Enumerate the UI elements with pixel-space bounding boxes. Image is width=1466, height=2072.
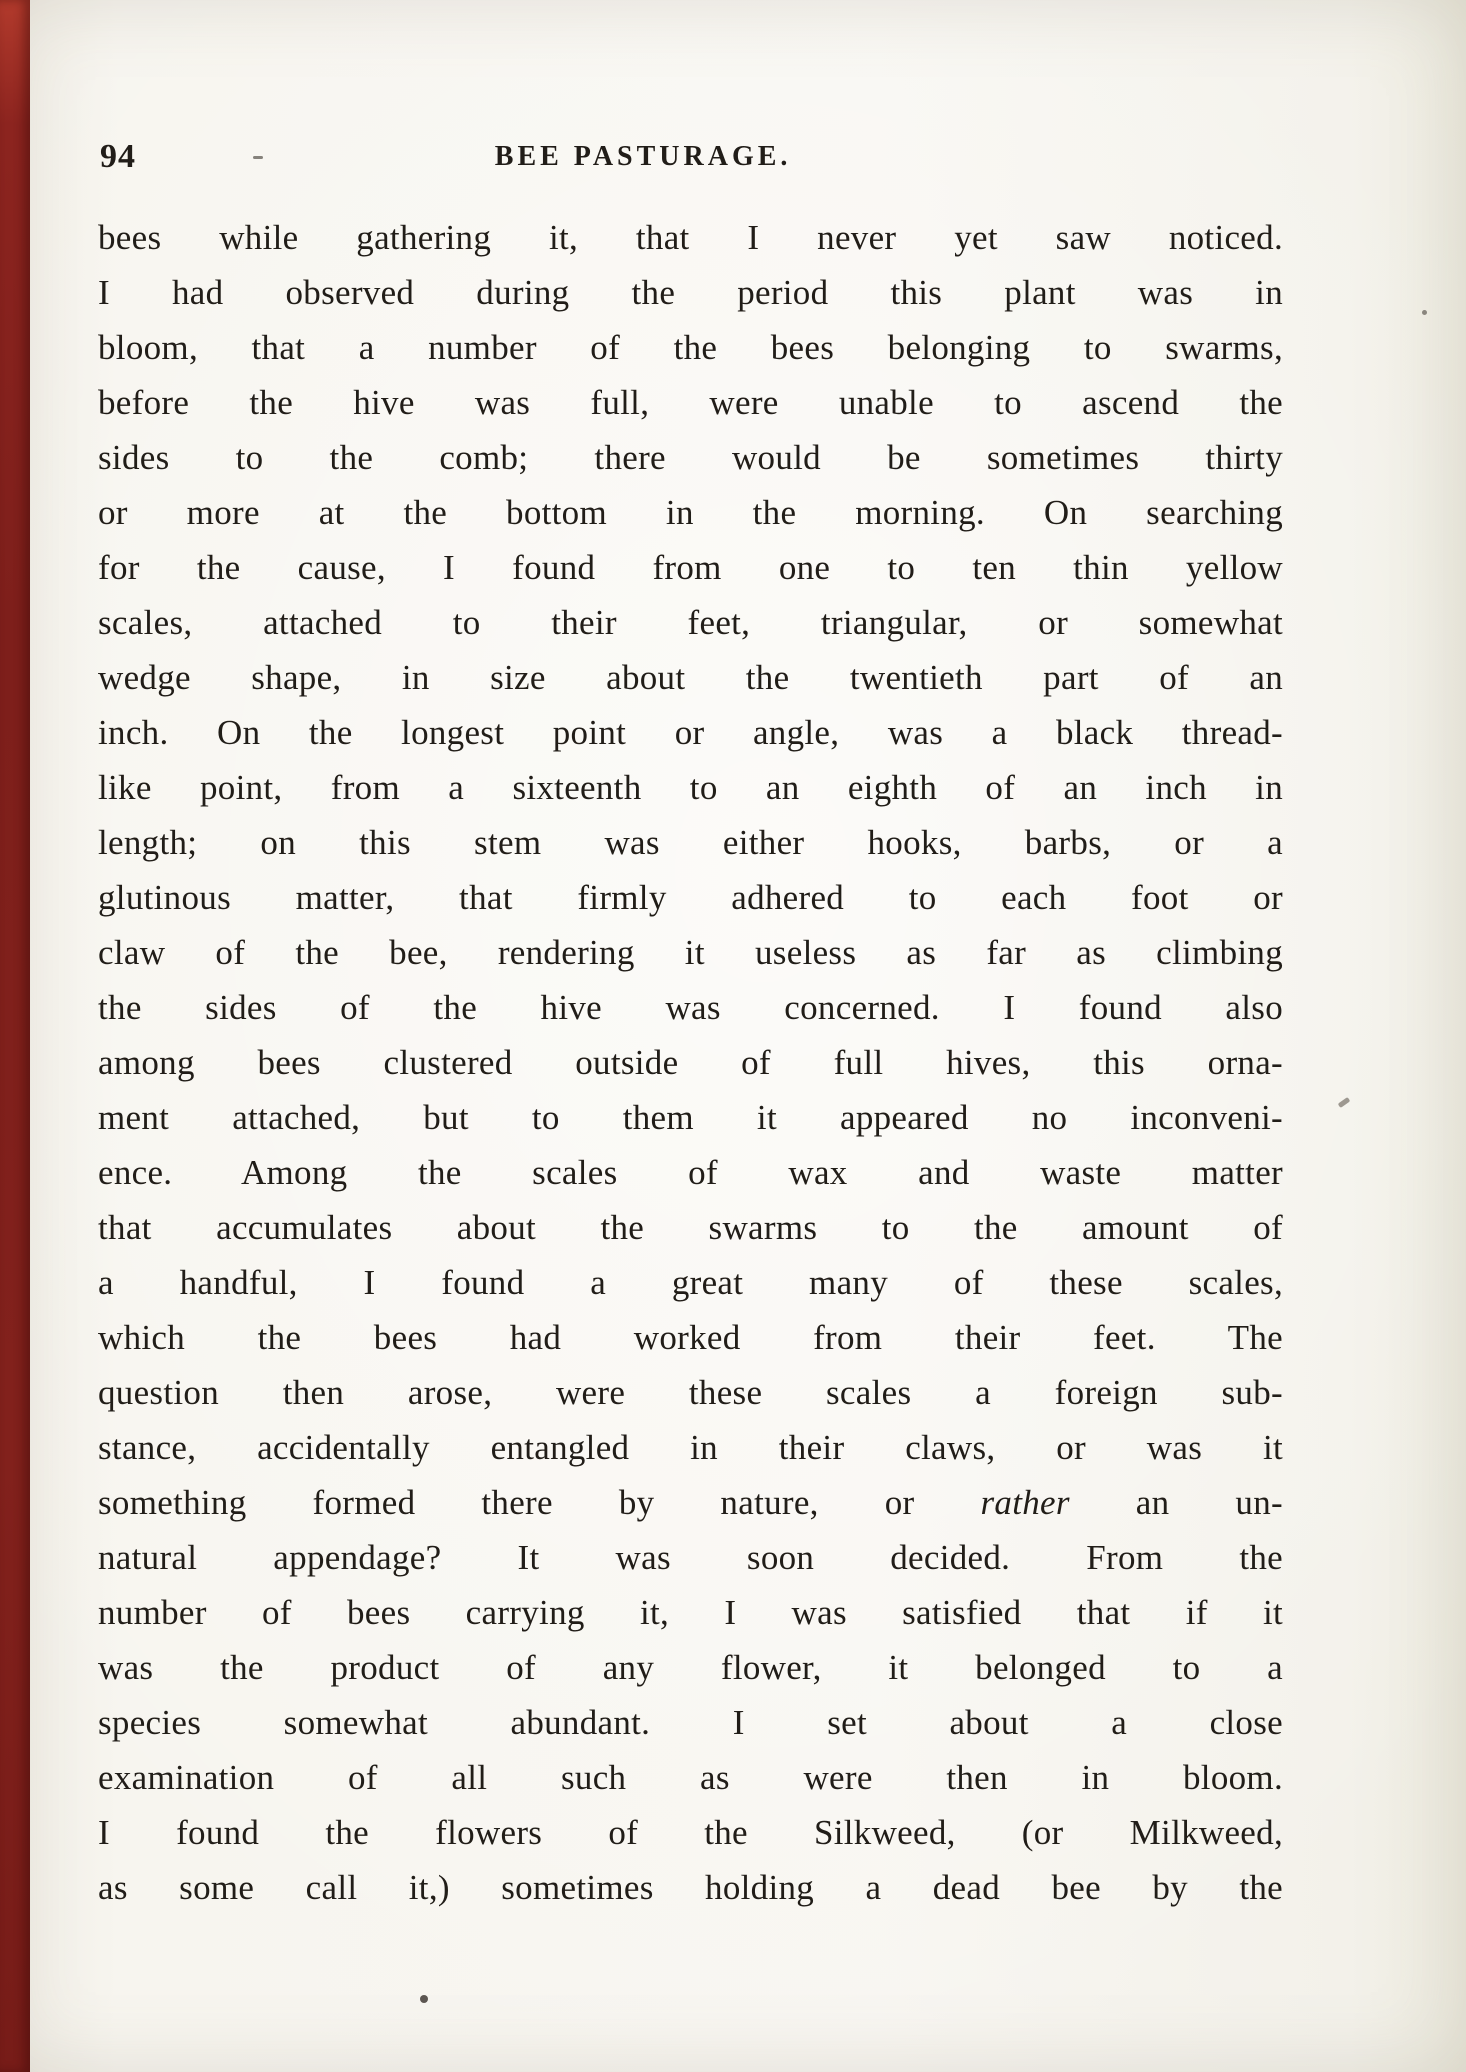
text-line: question then arose, were these scales a foreign sub- xyxy=(98,1373,1283,1412)
running-title: BEE PASTURAGE. xyxy=(494,141,792,172)
text-line: number of bees carrying it, I was satisfied that if it xyxy=(98,1593,1283,1632)
scan-speckle-mark xyxy=(1338,1097,1351,1108)
text-line: the sides of the hive was concerned. I found also xyxy=(98,988,1283,1027)
text-line: something formed there by nature, or rather an un- xyxy=(98,1483,1283,1522)
text-line: or more at the bottom in the morning. On searching xyxy=(98,493,1283,532)
text-line: that accumulates about the swarms to the amount of xyxy=(98,1208,1283,1247)
text-line: was the product of any flower, it belonged to a xyxy=(98,1648,1283,1687)
text-line: natural appendage? It was soon decided. From the xyxy=(98,1538,1283,1577)
text-line: wedge shape, in size about the twentieth part of an xyxy=(98,658,1283,697)
text-line: I found the flowers of the Silkweed, (or Milkweed, xyxy=(98,1813,1283,1852)
text-line: examination of all such as were then in bloom. xyxy=(98,1758,1283,1797)
text-line: as some call it,) sometimes holding a dead bee by the xyxy=(98,1868,1283,1907)
text-line: inch. On the longest point or angle, was a black thread- xyxy=(98,713,1283,752)
text-line: bloom, that a number of the bees belonging to swarms, xyxy=(98,328,1283,367)
text-line: which the bees had worked from their feet. The xyxy=(98,1318,1283,1357)
page-content xyxy=(98,138,1283,1915)
text-line: glutinous matter, that firmly adhered to each foot or xyxy=(98,878,1283,917)
page-header xyxy=(98,138,1283,184)
text-line: stance, accidentally entangled in their claws, or was it xyxy=(98,1428,1283,1467)
scan-speckle-small-dot xyxy=(1422,310,1427,315)
text-line: scales, attached to their feet, triangular, or somewhat xyxy=(98,603,1283,642)
scan-speckle-dash xyxy=(253,156,263,159)
page-number: 94 xyxy=(100,138,136,175)
text-line: like point, from a sixteenth to an eighth of an inch in xyxy=(98,768,1283,807)
text-line: length; on this stem was either hooks, barbs, or a xyxy=(98,823,1283,862)
body-text xyxy=(98,210,1283,1915)
text-line: before the hive was full, were unable to ascend the xyxy=(98,383,1283,422)
text-line: bees while gathering it, that I never yet saw noticed. xyxy=(98,218,1283,257)
text-line: a handful, I found a great many of these scales, xyxy=(98,1263,1283,1302)
text-line: ment attached, but to them it appeared no inconveni- xyxy=(98,1098,1283,1137)
text-line: sides to the comb; there would be sometimes thirty xyxy=(98,438,1283,477)
page-binding-edge xyxy=(0,0,30,2072)
text-line: species somewhat abundant. I set about a close xyxy=(98,1703,1283,1742)
scan-speckle-dot xyxy=(420,1995,428,2003)
text-line: ence. Among the scales of wax and waste matter xyxy=(98,1153,1283,1192)
text-line: for the cause, I found from one to ten thin yellow xyxy=(98,548,1283,587)
text-line: claw of the bee, rendering it useless as far as climbing xyxy=(98,933,1283,972)
text-line: among bees clustered outside of full hives, this orna- xyxy=(98,1043,1283,1082)
text-line: I had observed during the period this plant was in xyxy=(98,273,1283,312)
